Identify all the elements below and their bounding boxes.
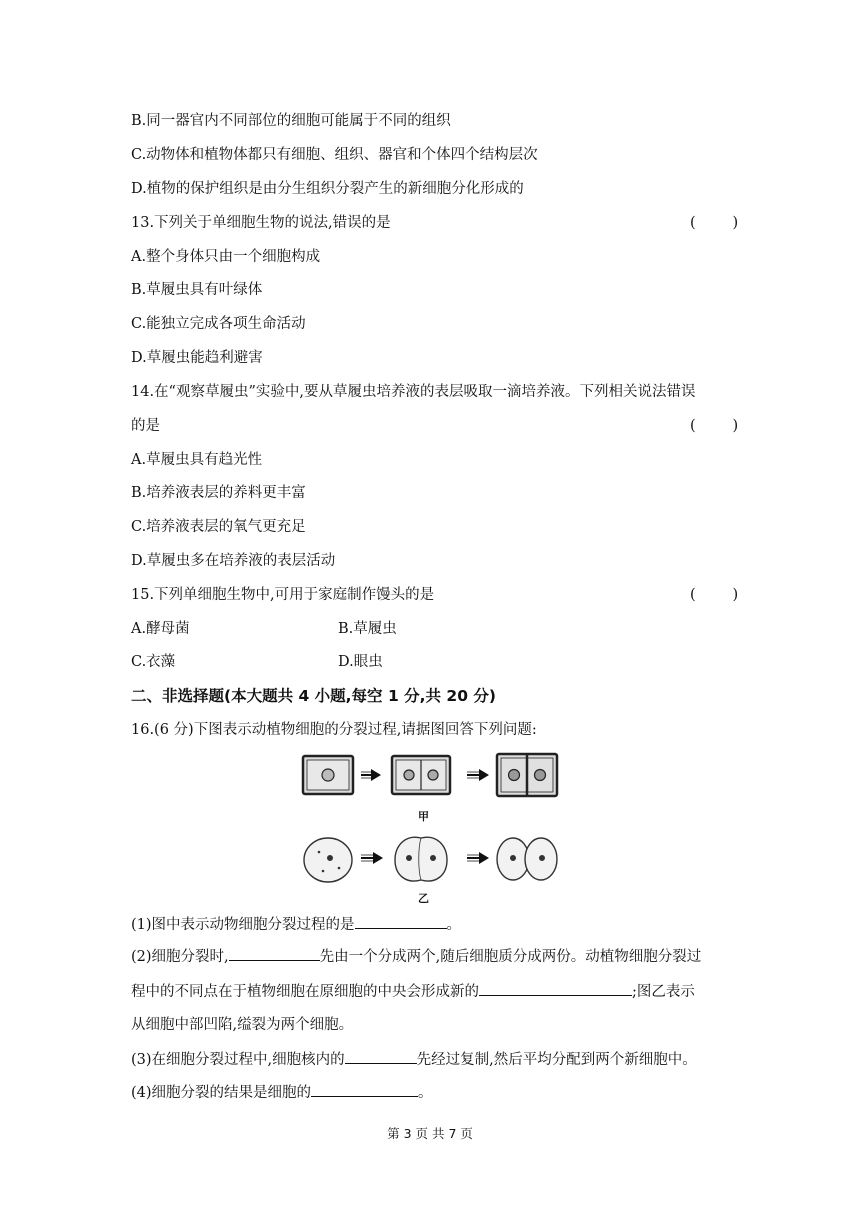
- q16-part4-end: 。: [418, 1085, 433, 1101]
- q16-part2-line1: [131, 946, 701, 967]
- q14-option-c: C.培养液表层的氧气更充足: [131, 519, 306, 535]
- figure-label-yi: 乙: [418, 892, 429, 905]
- q16-part2-text: 程中的不同点在于植物细胞在原细胞的中央会形成新的: [131, 984, 479, 1000]
- answer-blank[interactable]: [479, 981, 632, 996]
- q15-option-b: B.草履虫: [338, 621, 397, 637]
- page-footer: 第 3 页 共 7 页: [387, 1126, 473, 1141]
- q13-stem: 13.下列关于单细胞生物的说法,错误的是: [131, 215, 391, 231]
- q15-option-c: C.衣藻: [131, 654, 176, 670]
- q16-part2-line2: [131, 981, 695, 1002]
- animal-cell-stage-3: [497, 838, 557, 880]
- plant-cell-stage-2: [392, 756, 450, 794]
- q13-option-c: C.能独立完成各项生命活动: [131, 316, 306, 332]
- q14-option-d: D.草履虫多在培养液的表层活动: [131, 553, 336, 569]
- q16-part4: [131, 1082, 433, 1103]
- animal-cell-stage-2: [395, 837, 447, 881]
- q16-part3-text: (3)在细胞分裂过程中,细胞核内的: [131, 1052, 345, 1068]
- answer-blank[interactable]: [311, 1082, 418, 1097]
- answer-blank[interactable]: [355, 914, 447, 929]
- q14-stem-line1: 14.在“观察草履虫”实验中,要从草履虫培养液的表层吸取一滴培养液。下列相关说法错误: [131, 384, 696, 400]
- arrow-icon: [361, 772, 379, 778]
- q14-option-a: A.草履虫具有趋光性: [131, 452, 263, 468]
- arrow-icon: [467, 772, 487, 778]
- q14-option-b: B.培养液表层的养料更丰富: [131, 485, 306, 501]
- q15-option-d: D.眼虫: [338, 654, 383, 670]
- q12-option-c: C.动物体和植物体都只有细胞、组织、器官和个体四个结构层次: [131, 147, 538, 163]
- answer-paren: ( ): [690, 215, 739, 231]
- arrow-icon: [361, 855, 381, 861]
- figure-label-jia: 甲: [418, 810, 429, 823]
- q16-part1-text: (1)图中表示动物细胞分裂过程的是: [131, 917, 355, 933]
- q16-part4-text: (4)细胞分裂的结果是细胞的: [131, 1085, 312, 1101]
- q16-part2-text-cont: ;图乙表示: [632, 984, 695, 1000]
- q16-part2-text-cont: 先由一个分成两个,随后细胞质分成两份。动植物细胞分裂过: [319, 949, 702, 965]
- q13-option-d: D.草履虫能趋利避害: [131, 350, 263, 366]
- q13-option-a: A.整个身体只由一个细胞构成: [131, 249, 321, 265]
- q16-stem: 16.(6 分)下图表示动植物细胞的分裂过程,请据图回答下列问题:: [131, 722, 537, 738]
- answer-blank[interactable]: [229, 946, 320, 961]
- q16-part1: [131, 914, 461, 935]
- q13-option-b: B.草履虫具有叶绿体: [131, 282, 263, 298]
- section-heading: 二、非选择题(本大题共 4 小题,每空 1 分,共 20 分): [131, 687, 496, 705]
- animal-cell-stage-1: [304, 838, 352, 882]
- cell-division-diagram: [295, 748, 575, 908]
- q14-stem-line2: 的是: [131, 418, 160, 434]
- arrow-icon: [467, 855, 487, 861]
- cell-division-figure: [295, 748, 575, 908]
- q16-part1-end: 。: [446, 917, 462, 933]
- q12-option-b: B.同一器官内不同部位的细胞可能属于不同的组织: [131, 113, 451, 129]
- q15-stem: 15.下列单细胞生物中,可用于家庭制作馒头的是: [131, 587, 435, 603]
- answer-paren: ( ): [690, 418, 739, 434]
- q16-part3: [131, 1049, 697, 1070]
- answer-paren: ( ): [690, 587, 739, 603]
- q12-option-d: D.植物的保护组织是由分生组织分裂产生的新细胞分化形成的: [131, 181, 524, 197]
- q16-part2-line3: 从细胞中部凹陷,缢裂为两个细胞。: [131, 1017, 354, 1033]
- answer-blank[interactable]: [345, 1049, 417, 1064]
- plant-cell-stage-1: [303, 756, 353, 794]
- q16-part2-text: (2)细胞分裂时,: [131, 949, 229, 965]
- plant-cell-stage-3: [497, 754, 557, 796]
- q15-option-a: A.酵母菌: [131, 621, 190, 637]
- q16-part3-text-cont: 先经过复制,然后平均分配到两个新细胞中。: [416, 1052, 697, 1068]
